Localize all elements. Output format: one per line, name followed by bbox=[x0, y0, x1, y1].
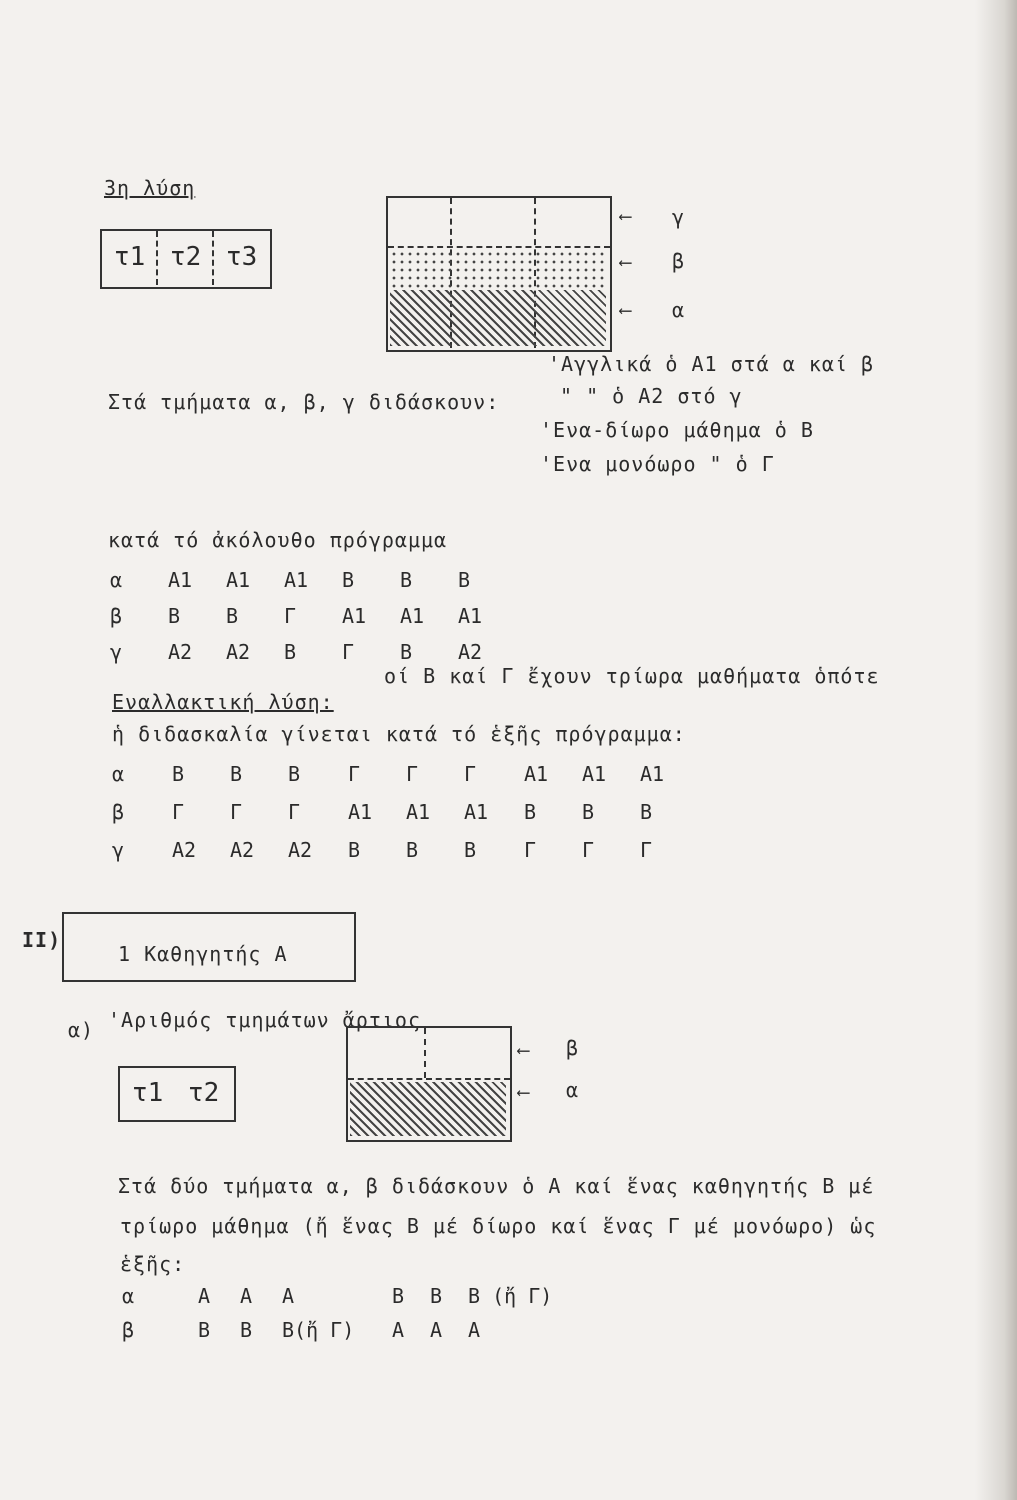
text-line: 'Ενα μονόωρο " ὁ Γ bbox=[540, 452, 775, 476]
schedule-cell: β bbox=[112, 800, 125, 824]
teacher-box-label: 1 Καθηγητής Α bbox=[118, 942, 288, 966]
schedule-cell: Γ bbox=[288, 800, 301, 824]
alt-heading: Εναλλακτική λύση: bbox=[112, 690, 334, 714]
schedule-row bbox=[112, 800, 698, 824]
schedule-cell: Α1 bbox=[348, 800, 373, 824]
schedule-cell: α bbox=[112, 762, 125, 786]
arrow-left-icon: ⟵ bbox=[518, 1040, 529, 1061]
schedule-cell: Β bbox=[430, 1284, 443, 1308]
schedule-row bbox=[112, 838, 698, 862]
text-line: ἡ διδασκαλία γίνεται κατά τό ἑξῆς πρόγραμμα: bbox=[112, 722, 686, 746]
schedule-cell: Β bbox=[392, 1284, 405, 1308]
tau-cell: τ1 bbox=[132, 1078, 164, 1108]
schedule-cell: α bbox=[122, 1284, 135, 1308]
schedule-cell: Α2 bbox=[226, 640, 251, 664]
schedule-row bbox=[112, 762, 698, 786]
schedule-cell: Β bbox=[230, 762, 243, 786]
schedule-cell: Γ bbox=[524, 838, 537, 862]
divider bbox=[424, 1028, 426, 1078]
schedule-cell: Β bbox=[348, 838, 361, 862]
schedule-cell: Γ bbox=[172, 800, 185, 824]
schedule-cell: Α1 bbox=[342, 604, 367, 628]
divider bbox=[212, 231, 214, 285]
sub-label: α) bbox=[68, 1018, 95, 1042]
schedule-cell: Α1 bbox=[458, 604, 483, 628]
schedule-cell: α bbox=[110, 568, 123, 592]
schedule-cell: Γ bbox=[342, 640, 355, 664]
schedule-cell: Α1 bbox=[400, 604, 425, 628]
text-line: οί Β καί Γ ἔχουν τρίωρα μαθήματα ὁπότε bbox=[384, 664, 880, 688]
schedule-row bbox=[110, 568, 516, 592]
schedule-cell: Β bbox=[400, 568, 413, 592]
divider bbox=[156, 231, 158, 285]
schedule-cell: Γ bbox=[582, 838, 595, 862]
tau-cell: τ2 bbox=[188, 1078, 220, 1108]
schedule-cell: Β bbox=[342, 568, 355, 592]
text-line: " " ὁ Α2 στό γ bbox=[560, 384, 743, 408]
schedule-cell: Γ bbox=[230, 800, 243, 824]
layer-label: α bbox=[672, 298, 686, 322]
schedule-cell: Γ bbox=[284, 604, 297, 628]
schedule-cell: γ bbox=[112, 838, 125, 862]
schedule-cell: Β bbox=[400, 640, 413, 664]
schedule-cell: Β bbox=[458, 568, 471, 592]
schedule-cell: Β bbox=[524, 800, 537, 824]
schedule-cell: Β (ἤ Γ) bbox=[468, 1284, 553, 1308]
schedule-cell: Β(ἤ Γ) bbox=[282, 1318, 355, 1342]
schedule-cell: Α bbox=[392, 1318, 405, 1342]
arrow-left-icon: ⟵ bbox=[620, 300, 631, 321]
schedule-row bbox=[122, 1284, 578, 1308]
text-line: 'Αριθμός τμημάτων ἄρτιος bbox=[108, 1008, 421, 1032]
text-line: 'Αγγλικά ὁ Α1 στά α καί β bbox=[548, 352, 875, 376]
schedule-row bbox=[122, 1318, 528, 1342]
page-edge-shadow bbox=[975, 0, 1017, 1500]
schedule-cell: Γ bbox=[406, 762, 419, 786]
layer-label: β bbox=[672, 249, 686, 273]
schedule-cell: Α2 bbox=[230, 838, 255, 862]
schedule-row bbox=[110, 604, 516, 628]
schedule-cell: Α1 bbox=[168, 568, 193, 592]
schedule-cell: Α1 bbox=[406, 800, 431, 824]
schedule-cell: Β bbox=[284, 640, 297, 664]
schedule-cell: Β bbox=[226, 604, 239, 628]
layer-label: α bbox=[566, 1078, 580, 1102]
schedule-cell: Β bbox=[172, 762, 185, 786]
schedule-cell: γ bbox=[110, 640, 123, 664]
schedule-cell: Α2 bbox=[168, 640, 193, 664]
layer-label: β bbox=[566, 1036, 580, 1060]
schedule-row bbox=[110, 640, 516, 664]
arrow-left-icon: ⟵ bbox=[518, 1082, 529, 1103]
schedule-cell: Α bbox=[430, 1318, 443, 1342]
paragraph-line: ἑξῆς: bbox=[120, 1252, 186, 1276]
schedule-cell: Β bbox=[582, 800, 595, 824]
tau-cell: τ2 bbox=[170, 242, 202, 272]
schedule-cell: Α1 bbox=[464, 800, 489, 824]
schedule-cell: Γ bbox=[464, 762, 477, 786]
tau-cell: τ3 bbox=[226, 242, 258, 272]
divider bbox=[348, 1078, 510, 1080]
schedule-cell: Α2 bbox=[458, 640, 483, 664]
hatched-layer bbox=[390, 290, 606, 346]
arrow-left-icon: ⟵ bbox=[620, 252, 631, 273]
schedule-cell: Α bbox=[468, 1318, 481, 1342]
paragraph-line: Στά δύο τμήματα α, β διδάσκουν ὁ Α καί ἕνας καθηγητής Β μέ bbox=[118, 1174, 875, 1198]
schedule-cell: Γ bbox=[640, 838, 653, 862]
dotted-layer bbox=[390, 250, 606, 288]
schedule-cell: Α bbox=[282, 1284, 295, 1308]
schedule-cell: Γ bbox=[348, 762, 361, 786]
tau-cell: τ1 bbox=[114, 242, 146, 272]
schedule-cell: Β bbox=[640, 800, 653, 824]
hatched-layer bbox=[350, 1082, 506, 1136]
text-line: 'Ενα-δίωρο μάθημα ὁ Β bbox=[540, 418, 814, 442]
schedule-cell: Α1 bbox=[640, 762, 665, 786]
schedule-cell: Α1 bbox=[284, 568, 309, 592]
schedule-cell: Β bbox=[464, 838, 477, 862]
schedule-cell: Α1 bbox=[226, 568, 251, 592]
program-label: κατά τό ἀκόλουθο πρόγραμμα bbox=[108, 528, 448, 552]
divider bbox=[388, 246, 610, 248]
schedule-cell: Α1 bbox=[524, 762, 549, 786]
schedule-cell: Α bbox=[240, 1284, 253, 1308]
schedule-cell: Β bbox=[288, 762, 301, 786]
schedule-cell: β bbox=[122, 1318, 135, 1342]
schedule-cell: Β bbox=[198, 1318, 211, 1342]
schedule-cell: Α2 bbox=[288, 838, 313, 862]
schedule-cell: Α bbox=[198, 1284, 211, 1308]
schedule-cell: Β bbox=[406, 838, 419, 862]
section-number: II) bbox=[22, 928, 62, 952]
schedule-cell: β bbox=[110, 604, 123, 628]
schedule-cell: Α1 bbox=[582, 762, 607, 786]
arrow-left-icon: ⟵ bbox=[620, 206, 631, 227]
layer-label: γ bbox=[672, 205, 686, 229]
text-line: Στά τμήματα α, β, γ διδάσκουν: bbox=[108, 390, 500, 414]
solution-heading: 3η λύση bbox=[104, 176, 196, 200]
paragraph-line: τρίωρο μάθημα (ἤ ἕνας Β μέ δίωρο καί ἕνας Γ μέ μονόωρο) ὡς bbox=[120, 1214, 877, 1238]
schedule-cell: Β bbox=[168, 604, 181, 628]
schedule-cell: Α2 bbox=[172, 838, 197, 862]
schedule-cell: Β bbox=[240, 1318, 253, 1342]
